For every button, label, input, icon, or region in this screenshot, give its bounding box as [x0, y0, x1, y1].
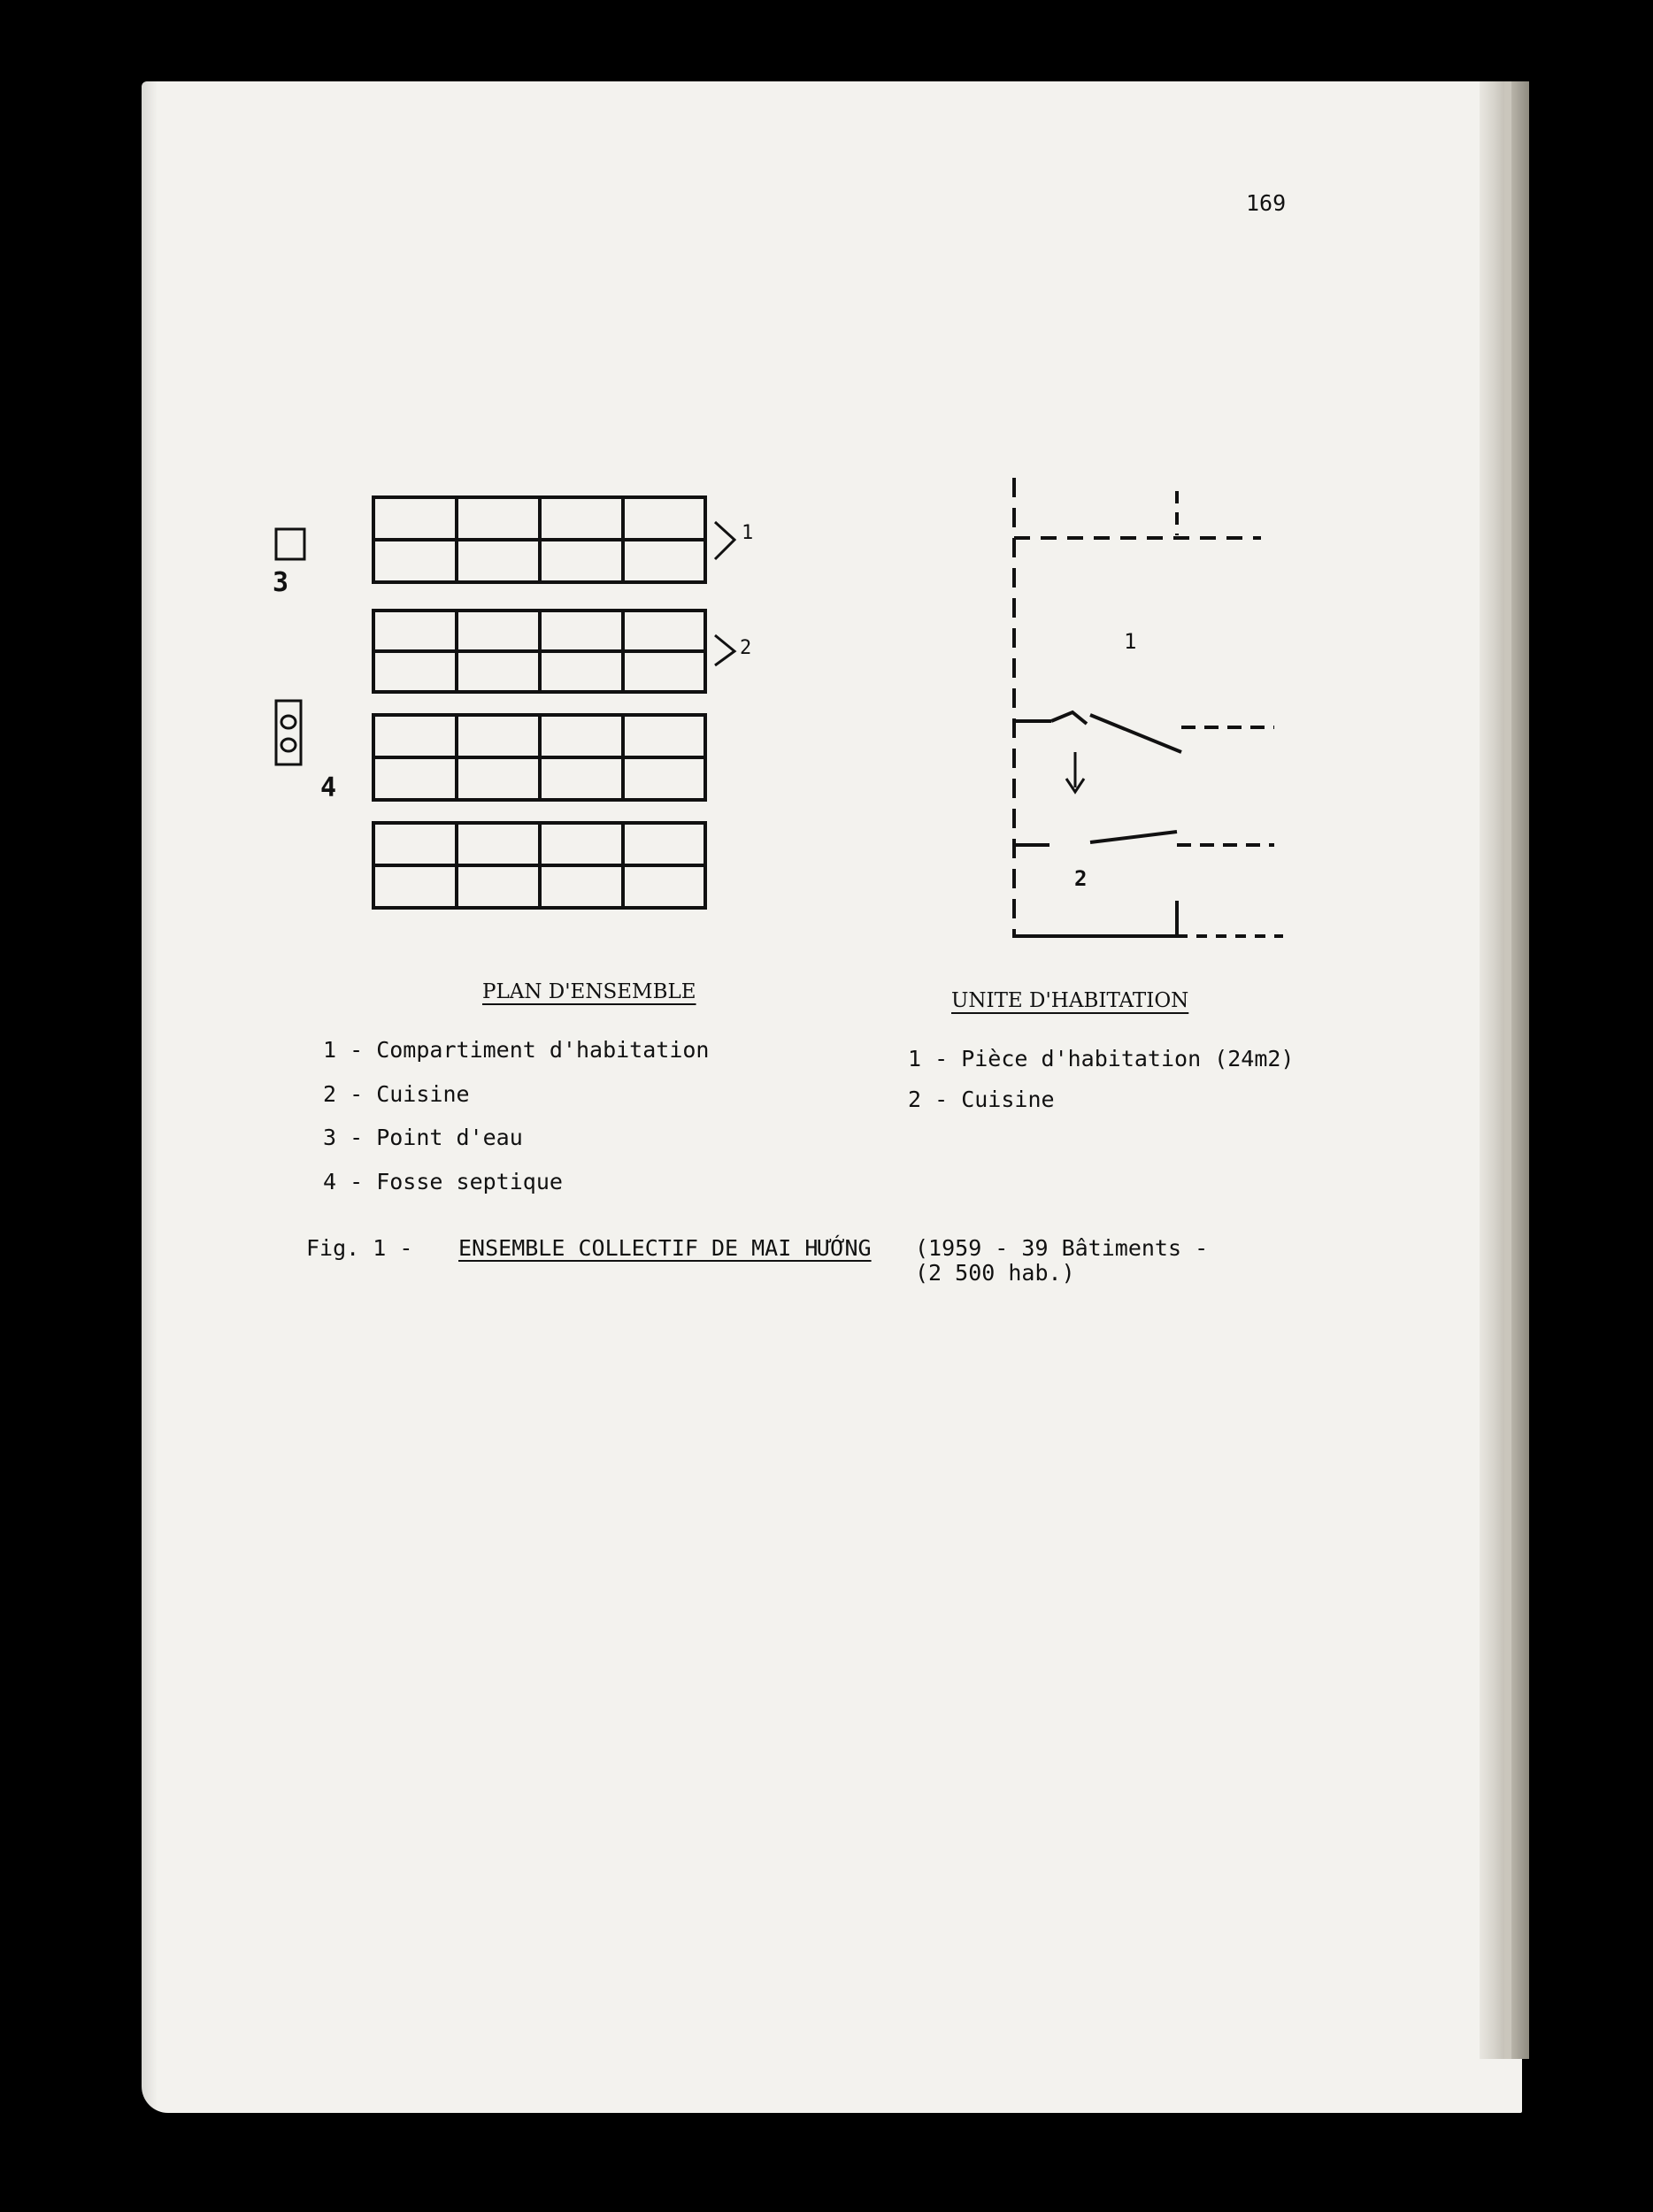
- unit-kitchen-door: [1090, 832, 1177, 842]
- unit-title: UNITE D'HABITATION: [951, 989, 1189, 1012]
- plan-marker-1: 1: [742, 522, 754, 544]
- fosse-septique-symbol: [276, 701, 301, 764]
- arrow-mark-1: [715, 522, 734, 559]
- figure-caption-line1: (1959 - 39 Bâtiments -: [915, 1235, 1209, 1261]
- plan-legend-2: 2 - Cuisine: [323, 1081, 470, 1107]
- plan-d-ensemble-drawing: [276, 497, 734, 908]
- plan-marker-2: 2: [740, 637, 752, 659]
- plan-title: PLAN D'ENSEMBLE: [482, 980, 696, 1003]
- figure-label: Fig. 1 -: [306, 1235, 413, 1261]
- arrow-mark-2: [715, 635, 734, 665]
- plan-legend-4: 4 - Fosse septique: [323, 1169, 563, 1194]
- building-block-2: [373, 611, 705, 692]
- plan-legend-3: 3 - Point d'eau: [323, 1125, 523, 1150]
- unit-door-swing: [1051, 712, 1087, 724]
- unit-door-leaf: [1090, 715, 1181, 752]
- unit-legend-1: 1 - Pièce d'habitation (24m2): [908, 1046, 1295, 1071]
- figure-caption-title: ENSEMBLE COLLECTIF DE MAI HƯỚNG: [458, 1235, 872, 1261]
- plan-marker-4: 4: [320, 772, 337, 803]
- plan-marker-3: 3: [273, 567, 289, 598]
- plan-legend-1: 1 - Compartiment d'habitation: [323, 1037, 710, 1063]
- building-block-1: [373, 497, 705, 582]
- building-block-4: [373, 823, 705, 908]
- figure-caption-line2: (2 500 hab.): [915, 1260, 1075, 1286]
- unit-legend-2: 2 - Cuisine: [908, 1087, 1055, 1112]
- unite-d-habitation-drawing: [1014, 478, 1283, 938]
- page-number: 169: [1246, 190, 1287, 216]
- unit-marker-2: 2: [1074, 866, 1088, 891]
- unit-marker-1: 1: [1124, 629, 1137, 654]
- building-block-3: [373, 715, 705, 800]
- point-d-eau-symbol: [276, 529, 304, 559]
